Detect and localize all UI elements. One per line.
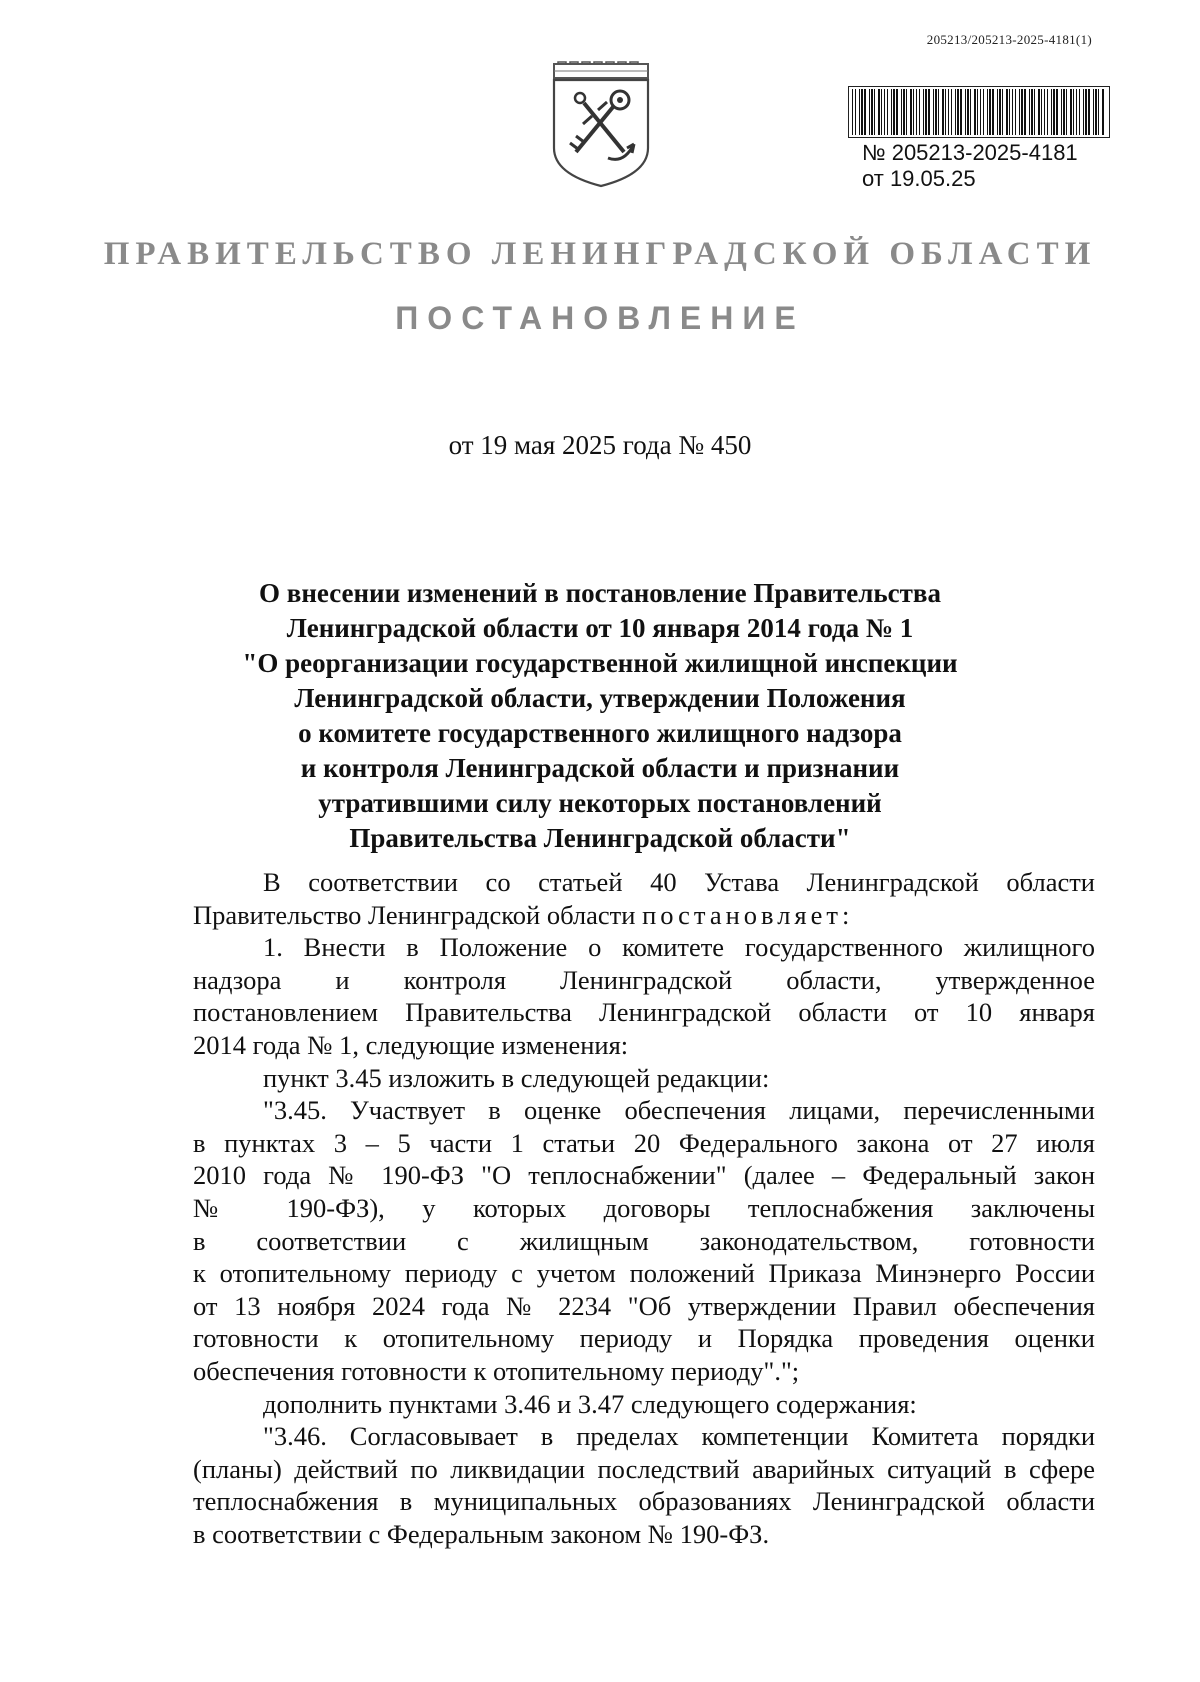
barcode-stripe bbox=[1031, 89, 1033, 135]
barcode-stripe bbox=[1012, 89, 1013, 135]
barcode-stripe bbox=[891, 89, 892, 135]
barcode-stripe bbox=[1021, 89, 1023, 135]
title-line: Ленинградской области от 10 января 2014 года № 1 bbox=[286, 613, 914, 643]
body-line: к отопительному периоду с учетом положений Приказа Минэнерго России bbox=[193, 1258, 1095, 1289]
registration-date: от 19.05.25 bbox=[862, 166, 976, 191]
barcode-stripe bbox=[852, 89, 853, 135]
barcode-stripe bbox=[1073, 89, 1074, 135]
barcode-stripe bbox=[855, 89, 856, 135]
body-line: (планы) действий по ликвидации последствий аварийных ситуаций в сфере bbox=[193, 1453, 1095, 1484]
barcode-stripe bbox=[1041, 89, 1042, 135]
barcode-stripe bbox=[1063, 89, 1065, 135]
title-line: Ленинградской области, утверждении Положения bbox=[294, 683, 906, 713]
body-line: пункт 3.45 изложить в следующей редакции: bbox=[263, 1062, 770, 1093]
barcode-stripe bbox=[887, 89, 888, 135]
barcode-stripe bbox=[989, 89, 991, 135]
barcode-stripe bbox=[951, 89, 952, 135]
barcode-stripe bbox=[881, 89, 882, 135]
barcode-stripe bbox=[987, 89, 988, 135]
barcode-stripe bbox=[1061, 89, 1062, 135]
barcode-stripe bbox=[970, 89, 971, 135]
barcode-stripe bbox=[955, 89, 956, 135]
barcode-stripe bbox=[1056, 89, 1058, 135]
registry-number-top: 205213/205213-2025-4181(1) bbox=[926, 32, 1092, 47]
body-line: 1. Внести в Положение о комитете государственного жилищного bbox=[263, 932, 1095, 963]
barcode-stripe bbox=[1047, 89, 1048, 135]
barcode-stripe bbox=[1038, 89, 1040, 135]
barcode-stripe bbox=[999, 89, 1001, 135]
barcode-stripe bbox=[1019, 89, 1020, 135]
barcode-stripe bbox=[965, 89, 966, 135]
title-line: "О реорганизации государственной жилищной инспекции bbox=[242, 648, 958, 678]
title-line: и контроля Ленинградской области и признании bbox=[300, 753, 900, 783]
barcode-stripe bbox=[942, 89, 944, 135]
barcode-stripe bbox=[859, 89, 860, 135]
barcode-stripe bbox=[1079, 89, 1080, 135]
barcode-stripe bbox=[1095, 89, 1097, 135]
barcode-stripe bbox=[1093, 89, 1094, 135]
barcode-stripe bbox=[874, 89, 875, 135]
body-line: "3.45. Участвует в оценке обеспечения лицами, перечисленными bbox=[263, 1095, 1095, 1126]
barcode-stripe bbox=[1044, 89, 1045, 135]
body-line: В соответствии со статьей 40 Устава Ленинградской области bbox=[263, 867, 1095, 897]
body-line: обеспечения готовности к отопительному периоду"."; bbox=[193, 1355, 800, 1386]
body-line: в пунктах 3 – 5 части 1 статьи 20 Федерального закона от 27 июля bbox=[193, 1127, 1095, 1158]
barcode-icon bbox=[848, 86, 1110, 138]
barcode-stripe bbox=[869, 89, 870, 135]
barcode-stripe bbox=[1006, 89, 1008, 135]
document-type: ПОСТАНОВЛЕНИЕ bbox=[395, 300, 805, 336]
barcode-stripe bbox=[983, 89, 984, 135]
registration-stamp bbox=[862, 140, 1078, 192]
barcode-stripe bbox=[906, 89, 907, 135]
body-line bbox=[193, 899, 1095, 932]
body-line: теплоснабжения в муниципальных образованиях Ленинградской области bbox=[193, 1486, 1095, 1517]
barcode-stripe bbox=[864, 89, 866, 135]
body-line: в соответствии с жилищным законодательством, готовности bbox=[193, 1225, 1095, 1256]
barcode-stripe bbox=[974, 89, 976, 135]
barcode-stripe bbox=[928, 89, 930, 135]
body-line: № 190-ФЗ), у которых договоры теплоснабжения заключены bbox=[193, 1192, 1095, 1223]
barcode-stripe bbox=[923, 89, 924, 135]
barcode-stripe bbox=[913, 89, 914, 135]
barcode-stripe bbox=[938, 89, 939, 135]
body-line: готовности к отопительному периоду и Порядка проведения оценки bbox=[193, 1323, 1095, 1354]
barcode-stripe bbox=[948, 89, 949, 135]
body-line: от 13 ноября 2024 года № 2234 "Об утверждении Правил обеспечения bbox=[193, 1290, 1095, 1321]
government-name: ПРАВИТЕЛЬСТВО ЛЕНИНГРАДСКОЙ ОБЛАСТИ bbox=[103, 236, 1097, 272]
barcode-stripe bbox=[1009, 89, 1010, 135]
barcode-stripe bbox=[871, 89, 873, 135]
barcode-stripe bbox=[896, 89, 898, 135]
barcode-stripe bbox=[1076, 89, 1077, 135]
barcode-stripe bbox=[977, 89, 978, 135]
barcode-stripe bbox=[992, 89, 994, 135]
barcode-stripe bbox=[1015, 89, 1016, 135]
coat-of-arms-emblem-icon bbox=[548, 60, 654, 190]
barcode-stripe bbox=[980, 89, 981, 135]
barcode-stripe bbox=[916, 89, 917, 135]
barcode-stripe bbox=[1053, 89, 1055, 135]
title-line: Правительства Ленинградской области" bbox=[349, 823, 851, 853]
barcode-stripe bbox=[893, 89, 895, 135]
barcode-stripe bbox=[960, 89, 962, 135]
barcode-stripe bbox=[1066, 89, 1067, 135]
decree-body bbox=[193, 866, 1095, 1550]
body-line: 2014 года № 1, следующие изменения: bbox=[193, 1029, 629, 1060]
barcode-stripe bbox=[884, 89, 885, 135]
barcode-stripe bbox=[997, 89, 998, 135]
barcode-stripe bbox=[945, 89, 946, 135]
body-line: "3.46. Согласовывает в пределах компетенции Комитета порядки bbox=[263, 1421, 1095, 1452]
barcode-stripe bbox=[1051, 89, 1052, 135]
body-line: постановлением Правительства Ленинградской области от 10 января bbox=[193, 997, 1095, 1028]
body-line: надзора и контроля Ленинградской области, утвержденное bbox=[193, 964, 1095, 995]
barcode-stripe bbox=[861, 89, 863, 135]
barcode-stripe bbox=[910, 89, 912, 135]
title-line: о комитете государственного жилищного надзора bbox=[298, 718, 902, 748]
barcode-stripe bbox=[1029, 89, 1030, 135]
body-text: Правительство Ленинградской области bbox=[193, 899, 636, 930]
barcode-stripe bbox=[1088, 89, 1090, 135]
barcode-stripe bbox=[878, 89, 880, 135]
body-line: в соответствии с Федеральным законом № 190-ФЗ. bbox=[193, 1518, 770, 1549]
barcode-stripe bbox=[901, 89, 902, 135]
barcode-stripe bbox=[967, 89, 969, 135]
barcode-stripe bbox=[933, 89, 934, 135]
decree-title bbox=[170, 576, 1030, 856]
barcode-stripe bbox=[1083, 89, 1084, 135]
title-line: утратившими силу некоторых постановлений bbox=[318, 788, 882, 818]
body-line: 2010 года № 190-ФЗ "О теплоснабжении" (далее – Федеральный закон bbox=[193, 1160, 1095, 1191]
decree-date-number: от 19 мая 2025 года № 450 bbox=[448, 430, 752, 460]
barcode-stripe bbox=[1034, 89, 1035, 135]
barcode-stripe bbox=[919, 89, 920, 135]
barcode-stripe bbox=[903, 89, 905, 135]
barcode-stripe bbox=[1070, 89, 1072, 135]
barcode-stripe bbox=[957, 89, 959, 135]
barcode-stripe bbox=[1098, 89, 1099, 135]
barcode-stripe bbox=[1085, 89, 1087, 135]
barcode-stripe bbox=[1002, 89, 1003, 135]
barcode-stripe bbox=[1024, 89, 1026, 135]
barcode-stripe bbox=[925, 89, 927, 135]
registration-number: № 205213-2025-4181 bbox=[862, 140, 1078, 165]
body-emphasis: постановляет: bbox=[642, 899, 854, 930]
barcode-stripe bbox=[1102, 89, 1104, 135]
title-line: О внесении изменений в постановление Правительства bbox=[259, 578, 941, 608]
body-line: дополнить пунктами 3.46 и 3.47 следующего содержания: bbox=[263, 1388, 917, 1419]
barcode-stripe bbox=[935, 89, 937, 135]
